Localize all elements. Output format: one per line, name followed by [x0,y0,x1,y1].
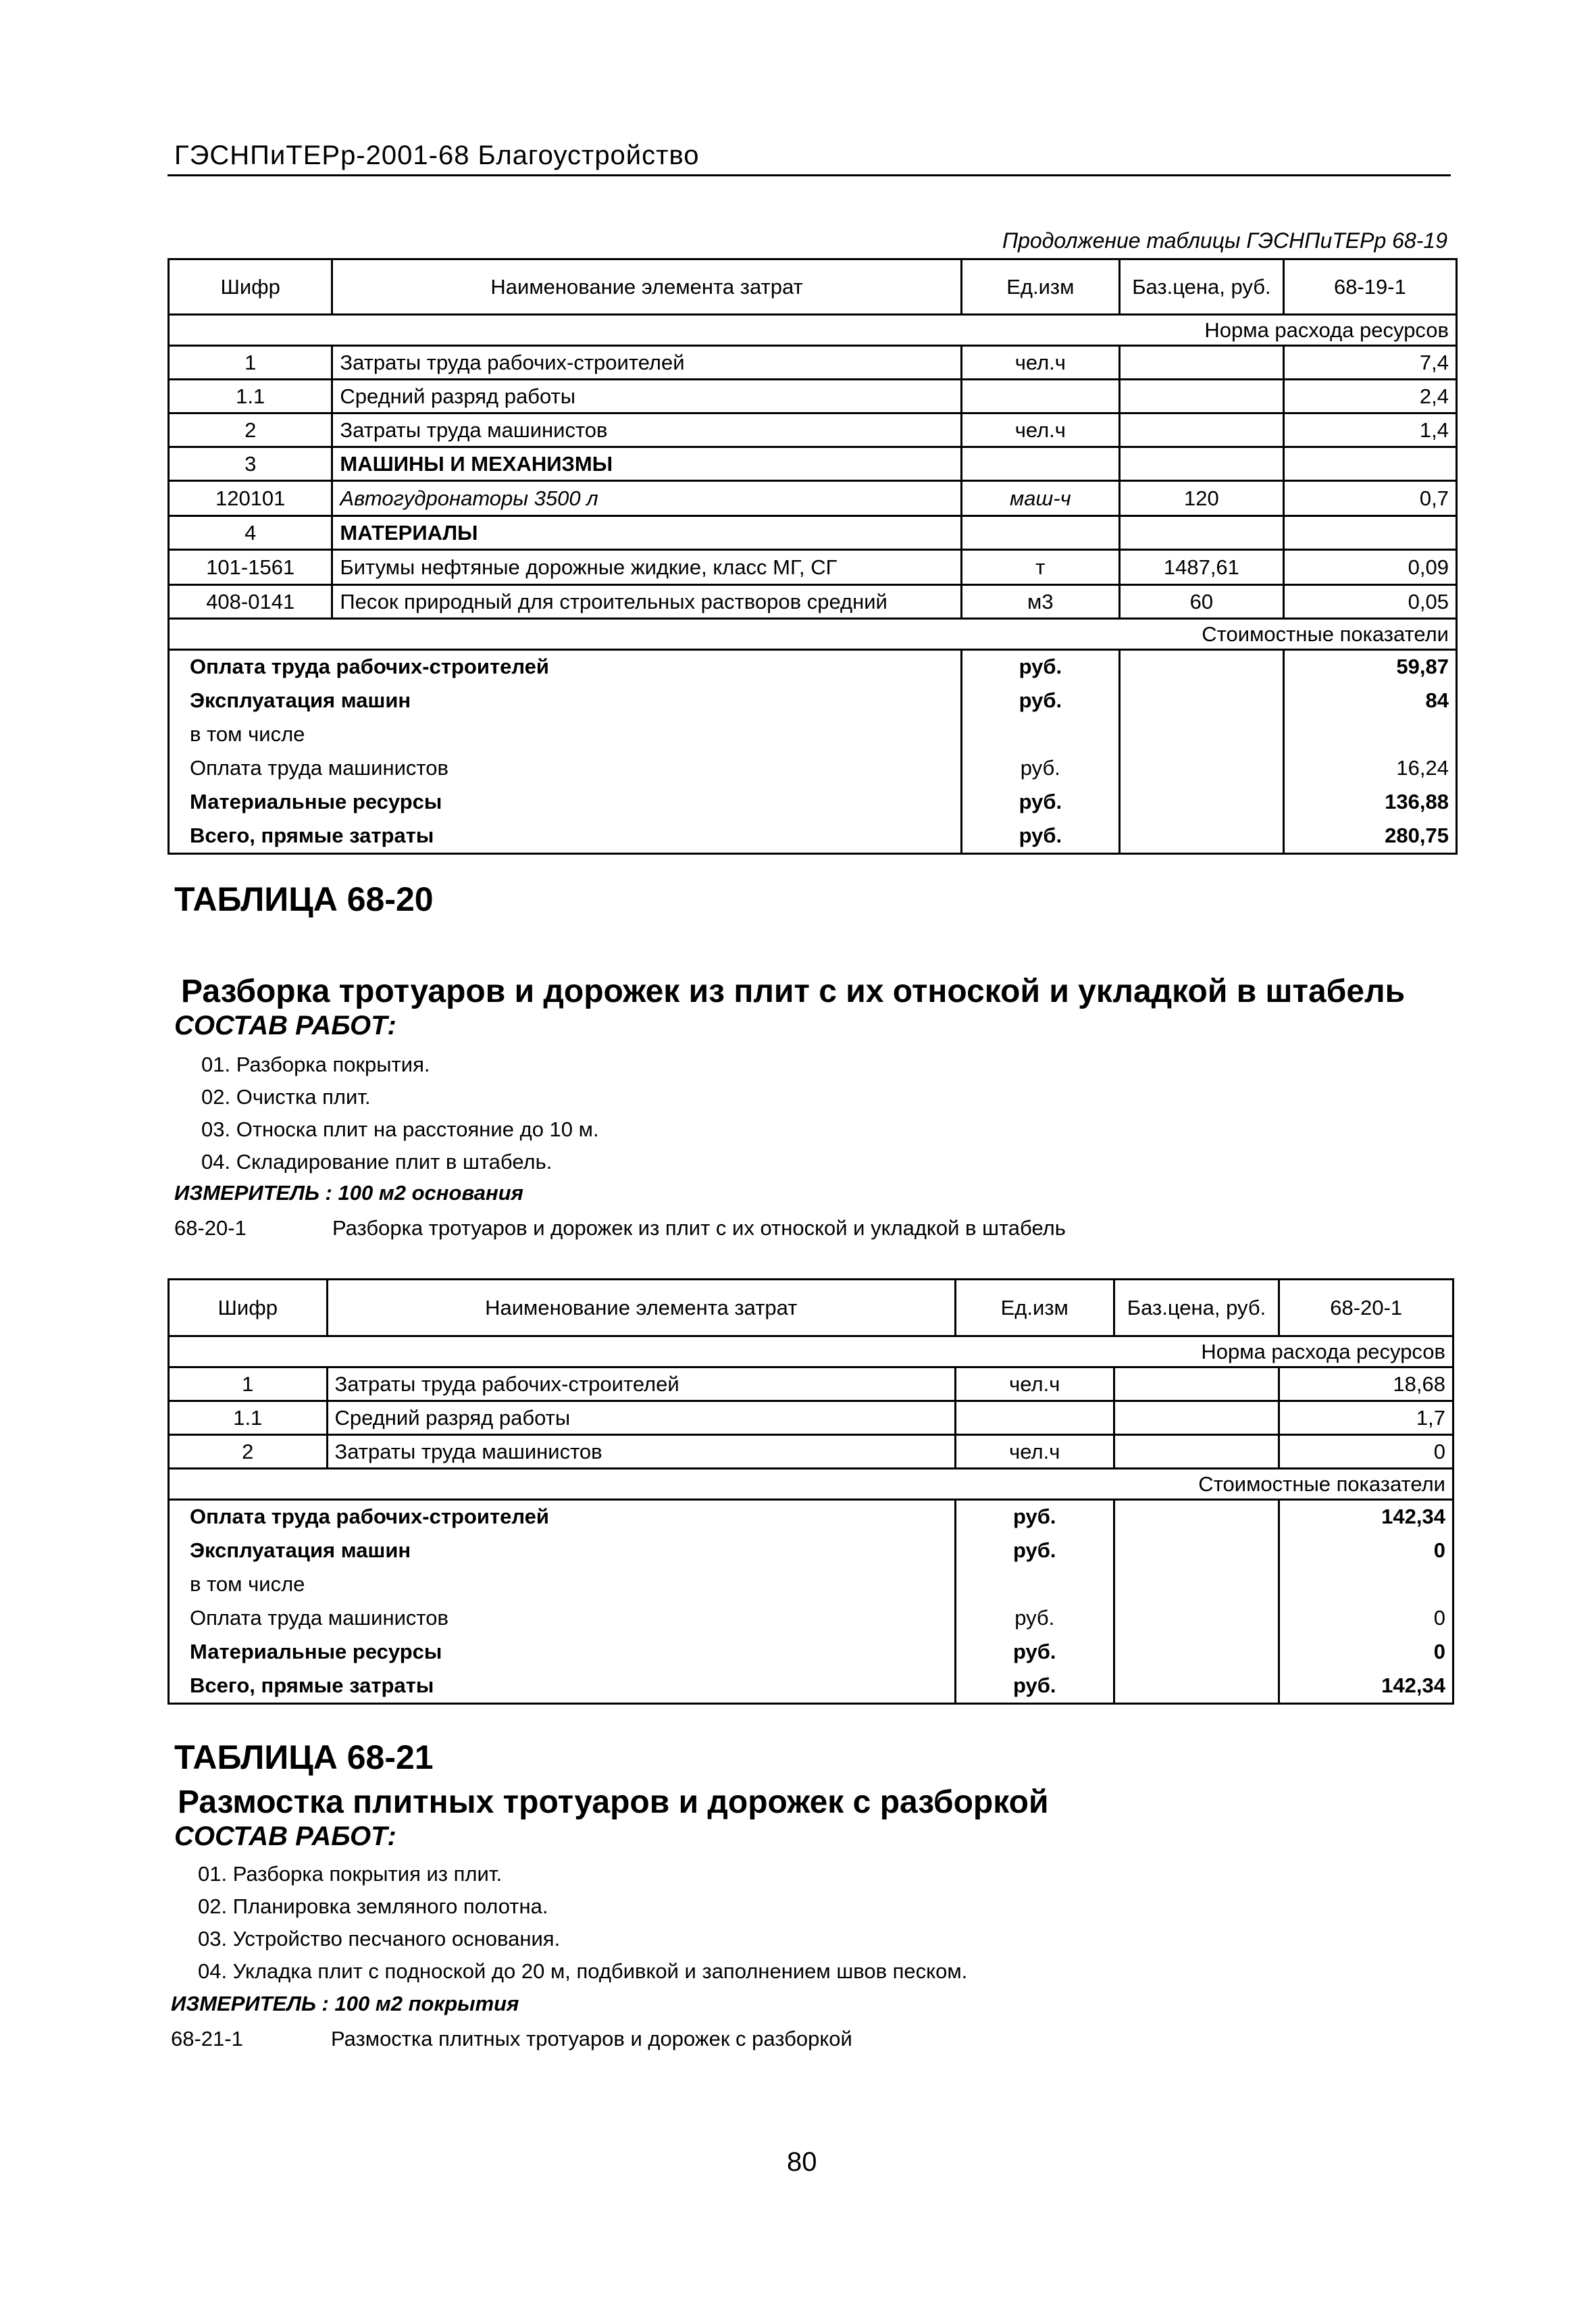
page-number: 80 [787,2147,817,2177]
row-price [1114,1401,1279,1435]
table-row [169,346,1457,380]
cost-value [1279,1567,1453,1601]
table-row [169,380,1457,413]
row-unit [961,380,1119,413]
measure-value: 100 м2 покрытия [334,1992,519,2015]
cost-price [1114,1500,1279,1534]
row-value [1283,516,1456,550]
cost-name: Оплата труда машинистов [169,1601,956,1635]
row-code: 2 [169,1435,328,1469]
row-unit [955,1401,1114,1435]
cost-value: 16,24 [1283,751,1456,785]
table-row [169,585,1457,619]
measure-label: ИЗМЕРИТЕЛЬ : [174,1181,338,1205]
table-row [169,1435,1453,1469]
running-header: ГЭСНПиТЕРр-2001-68 Благоустройство [174,141,700,170]
row-unit: т [961,550,1119,585]
cost-unit: руб. [961,684,1119,718]
table-row [169,550,1457,585]
row-code: 3 [169,447,332,481]
measure-value: 100 м2 основания [338,1181,523,1205]
col-header-price: Баз.цена, руб. [1114,1280,1279,1336]
header-rule [168,174,1451,176]
row-value [1283,447,1456,481]
row-code: 408-0141 [169,585,332,619]
cost-row [169,684,1457,718]
cost-price [1119,819,1283,854]
row-value: 0,7 [1283,481,1456,516]
work-item: 02. Планировка земляного полотна. [198,1894,548,1918]
cost-unit: руб. [955,1601,1114,1635]
row-price [1119,413,1283,447]
cost-unit: руб. [961,751,1119,785]
cost-row [169,1635,1453,1669]
rate-description: Размостка плитных тротуаров и дорожек с разборкой [331,2027,852,2051]
row-name: Средний разряд работы [332,380,961,413]
cost-section-header: Стоимостные показатели [169,619,1457,650]
row-value: 0 [1279,1435,1453,1469]
cost-name: в том числе [169,1567,956,1601]
row-name: Затраты труда рабочих-строителей [327,1367,955,1401]
cost-name: в том числе [169,718,962,751]
measure-line [174,1181,523,1205]
cost-row [169,1601,1453,1635]
cost-value: 136,88 [1283,785,1456,819]
row-code: 1 [169,346,332,380]
table-row [169,481,1457,516]
row-price: 1487,61 [1119,550,1283,585]
row-code: 4 [169,516,332,550]
row-unit: маш-ч [961,481,1119,516]
col-header-unit: Ед.изм [961,259,1119,315]
cost-price [1114,1601,1279,1635]
cost-value: 0 [1279,1534,1453,1567]
row-price [1119,380,1283,413]
row-group-heading: МАШИНЫ И МЕХАНИЗМЫ [332,447,961,481]
cost-row [169,785,1457,819]
cost-name: Всего, прямые затраты [169,1669,956,1704]
cost-name: Оплата труда рабочих-строителей [169,650,962,684]
row-price [1119,346,1283,380]
table-row [169,447,1457,481]
cost-name: Всего, прямые затраты [169,819,962,854]
cost-unit: руб. [955,1669,1114,1704]
rate-description: Разборка тротуаров и дорожек из плит с их отноской и укладкой в штабель [332,1216,1066,1240]
norm-section-header: Норма расхода ресурсов [169,1336,1453,1367]
row-unit: чел.ч [961,346,1119,380]
table-row [169,516,1457,550]
cost-row [169,718,1457,751]
cost-price [1119,684,1283,718]
cost-value: 280,75 [1283,819,1456,854]
row-name: Затраты труда машинистов [327,1435,955,1469]
cost-unit: руб. [961,819,1119,854]
work-item: 03. Относка плит на расстояние до 10 м. [201,1117,599,1141]
col-header-price: Баз.цена, руб. [1119,259,1283,315]
section-title: Размостка плитных тротуаров и дорожек с разборкой [178,1784,1049,1820]
cost-name: Эксплуатация машин [169,1534,956,1567]
cost-value: 142,34 [1279,1500,1453,1534]
measure-label: ИЗМЕРИТЕЛЬ : [171,1992,335,2015]
cost-value: 142,34 [1279,1669,1453,1704]
cost-name: Материальные ресурсы [169,785,962,819]
row-value: 1,7 [1279,1401,1453,1435]
section-heading: ТАБЛИЦА 68-20 [174,880,434,918]
cost-name: Оплата труда рабочих-строителей [169,1500,956,1534]
cost-row [169,650,1457,684]
table-row [169,413,1457,447]
cost-unit: руб. [955,1635,1114,1669]
row-code: 120101 [169,481,332,516]
norm-section-header: Норма расхода ресурсов [169,315,1457,346]
row-code: 101-1561 [169,550,332,585]
cost-price [1119,785,1283,819]
cost-unit: руб. [961,785,1119,819]
col-header-norm-code: 68-20-1 [1279,1280,1453,1336]
row-price [1119,447,1283,481]
table-row [169,1367,1453,1401]
cost-value: 0 [1279,1635,1453,1669]
section-title: Разборка тротуаров и дорожек из плит с их отноской и укладкой в штабель [181,974,1406,1009]
row-value: 1,4 [1283,413,1456,447]
row-price [1114,1435,1279,1469]
row-unit: чел.ч [955,1367,1114,1401]
cost-row [169,751,1457,785]
cost-name: Эксплуатация машин [169,684,962,718]
col-header-name: Наименование элемента затрат [332,259,961,315]
row-code: 1 [169,1367,328,1401]
cost-row [169,1567,1453,1601]
cost-name: Оплата труда машинистов [169,751,962,785]
work-item: 02. Очистка плит. [201,1085,371,1109]
cost-row [169,819,1457,854]
row-value: 18,68 [1279,1367,1453,1401]
col-header-norm-code: 68-19-1 [1283,259,1456,315]
row-unit: чел.ч [961,413,1119,447]
work-item: 03. Устройство песчаного основания. [198,1927,561,1951]
cost-price [1114,1534,1279,1567]
row-value: 0,05 [1283,585,1456,619]
work-item: 01. Разборка покрытия из плит. [198,1862,503,1886]
row-code: 2 [169,413,332,447]
cost-value: 84 [1283,684,1456,718]
cost-name: Материальные ресурсы [169,1635,956,1669]
resource-table-68-19 [168,258,1458,855]
cost-price [1119,718,1283,751]
row-name: Битумы нефтяные дорожные жидкие, класс МГ, СГ [332,550,961,585]
col-header-unit: Ед.изм [955,1280,1114,1336]
row-unit: м3 [961,585,1119,619]
cost-row [169,1534,1453,1567]
cost-row [169,1500,1453,1534]
cost-unit: руб. [961,650,1119,684]
works-heading: СОСТАВ РАБОТ: [174,1011,396,1040]
section-heading: ТАБЛИЦА 68-21 [174,1738,434,1776]
row-value: 7,4 [1283,346,1456,380]
cost-price [1119,751,1283,785]
row-unit [961,447,1119,481]
cost-price [1114,1567,1279,1601]
col-header-name: Наименование элемента затрат [327,1280,955,1336]
row-name: Песок природный для строительных растворов средний [332,585,961,619]
resource-table-68-20 [168,1278,1454,1705]
col-header-code: Шифр [169,1280,328,1336]
row-unit: чел.ч [955,1435,1114,1469]
cost-row [169,1669,1453,1704]
table-row [169,1401,1453,1435]
work-item: 04. Складирование плит в штабель. [201,1150,552,1174]
row-unit [961,516,1119,550]
row-value: 2,4 [1283,380,1456,413]
cost-unit [961,718,1119,751]
row-name: Средний разряд работы [327,1401,955,1435]
row-name: Автогудронаторы 3500 л [332,481,961,516]
cost-value [1283,718,1456,751]
cost-unit: руб. [955,1534,1114,1567]
row-price [1119,516,1283,550]
works-heading: СОСТАВ РАБОТ: [174,1821,396,1851]
row-price [1114,1367,1279,1401]
cost-price [1114,1669,1279,1704]
row-code: 1.1 [169,1401,328,1435]
row-name: Затраты труда машинистов [332,413,961,447]
table-continuation-caption: Продолжение таблицы ГЭСНПиТЕРр 68-19 [1002,228,1447,253]
rate-code: 68-21-1 [171,2027,243,2051]
cost-section-header: Стоимостные показатели [169,1469,1453,1500]
row-price: 120 [1119,481,1283,516]
row-name: Затраты труда рабочих-строителей [332,346,961,380]
cost-unit: руб. [955,1500,1114,1534]
row-price: 60 [1119,585,1283,619]
cost-price [1119,650,1283,684]
row-value: 0,09 [1283,550,1456,585]
work-item: 01. Разборка покрытия. [201,1053,430,1076]
work-item: 04. Укладка плит с подноской до 20 м, подбивкой и заполнением швов песком. [198,1959,968,1983]
cost-value: 59,87 [1283,650,1456,684]
measure-line [171,1992,519,2016]
rate-code: 68-20-1 [174,1216,247,1240]
row-code: 1.1 [169,380,332,413]
cost-price [1114,1635,1279,1669]
row-group-heading: МАТЕРИАЛЫ [332,516,961,550]
col-header-code: Шифр [169,259,332,315]
cost-unit [955,1567,1114,1601]
cost-value: 0 [1279,1601,1453,1635]
